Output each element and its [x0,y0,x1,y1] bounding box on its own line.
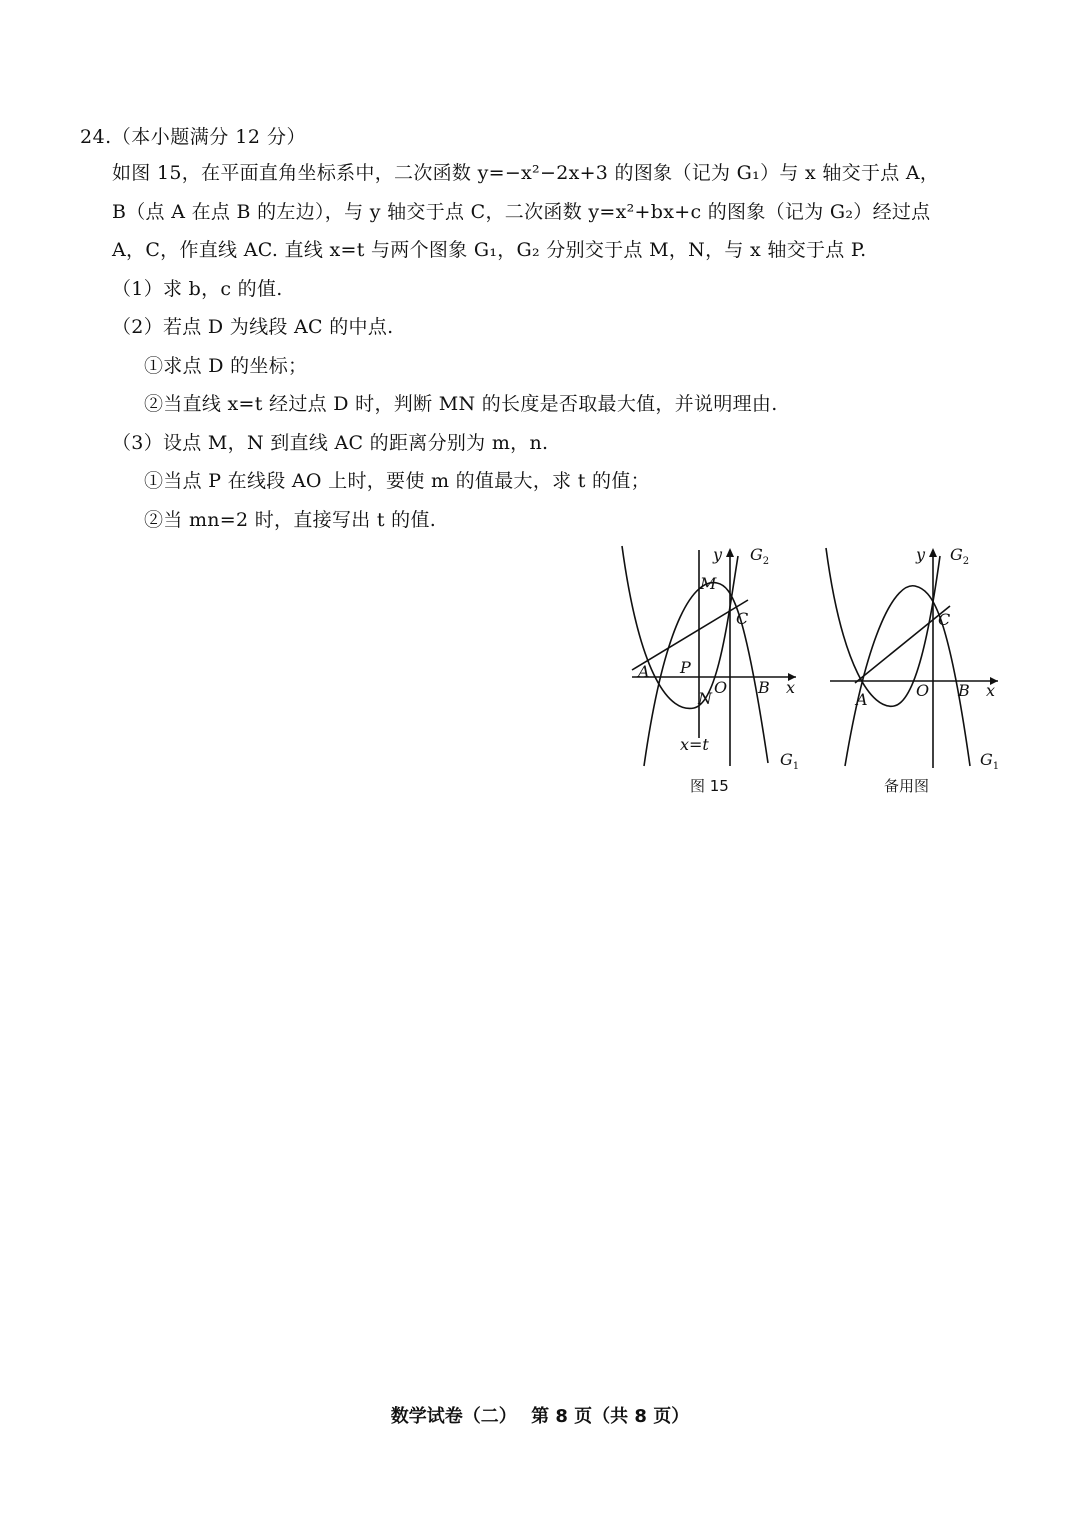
figures [620,538,1010,798]
part-1: （1）求 b，c 的值. [112,277,283,300]
intro-text-2a: B（点 A 在点 B 的左边），与 y 轴交于点 C，二次函数 [112,200,589,223]
part-2-sub-1: ①求点 D 的坐标； [144,354,308,377]
intro-line-3: A，C，作直线 AC. 直线 x=t 与两个图象 G₁，G₂ 分别交于点 M，N，与 x 轴交于点 P. [112,239,867,261]
fig15-label-g2: $G_2$ [750,545,770,567]
page-footer [0,1402,1080,1428]
part-3-sub-1: ①当点 P 在线段 AO 上时，要使 m 的值最大，求 t 的值； [144,470,650,492]
spare-label-a: A [856,690,868,709]
intro-text-1b: 的图象（记为 G₁）与 x 轴交于点 A， [608,162,940,184]
spare-figure-labels [854,545,999,795]
intro-line-1 [112,158,1012,197]
part-3-sub-2: ②当 mn=2 时，直接写出 t 的值. [144,508,437,531]
fig15-label-o: O [714,678,728,697]
spare-label-y: y [916,545,926,564]
spare-line-ac [855,606,950,683]
fig15-label-p: P [680,658,691,677]
footer-subject: 数学试卷（二） [390,1406,517,1427]
fig15-label-b: B [758,678,770,697]
spare-label-c: C [938,610,951,629]
fig15-label-g1: $G_1$ [780,750,800,772]
fig15-label-c: C [736,609,749,628]
spare-label-x: x [986,681,996,700]
spare-label-b: B [958,681,970,700]
fig15-caption: 图 15 [690,777,729,795]
fig15-label-m: M [700,574,717,593]
intro-line-2 [112,197,1012,236]
equation-g2: y=x²+bx+c [588,200,702,223]
fig15-y-arrow [726,548,734,557]
part-2-sub-2: ②当直线 x=t 经过点 D 时，判断 MN 的长度是否取最大值，并说明理由. [144,393,778,415]
fig15-label-x: x [786,678,796,697]
spare-caption: 备用图 [884,777,930,795]
fig15-label-n: N [698,689,712,708]
figure-svg [620,538,1010,798]
spare-label-o: O [916,681,930,700]
fig15-label-a: A [638,662,650,681]
spare-label-g1: $G_1$ [980,750,1000,772]
fig15-label-y: y [713,545,723,564]
question-body [112,158,1012,543]
equation-g1: y=−x²−2x+3 [477,162,609,184]
spare-label-g2: $G_2$ [950,545,970,567]
footer-page-number: 第 8 页（共 8 页） [531,1406,690,1427]
fig15-label-x-eq-t: x=t [680,735,709,754]
spare-y-arrow [929,548,937,557]
intro-text-2b: 的图象（记为 G₂）经过点 [701,200,931,223]
part-2: （2）若点 D 为线段 AC 的中点. [112,316,394,338]
spare-figure [826,548,998,768]
intro-text-1a: 如图 15，在平面直角坐标系中，二次函数 [112,162,478,184]
question-header: 24.（本小题满分 12 分） [80,126,306,148]
part-3: （3）设点 M，N 到直线 AC 的距离分别为 m，n. [112,431,549,454]
